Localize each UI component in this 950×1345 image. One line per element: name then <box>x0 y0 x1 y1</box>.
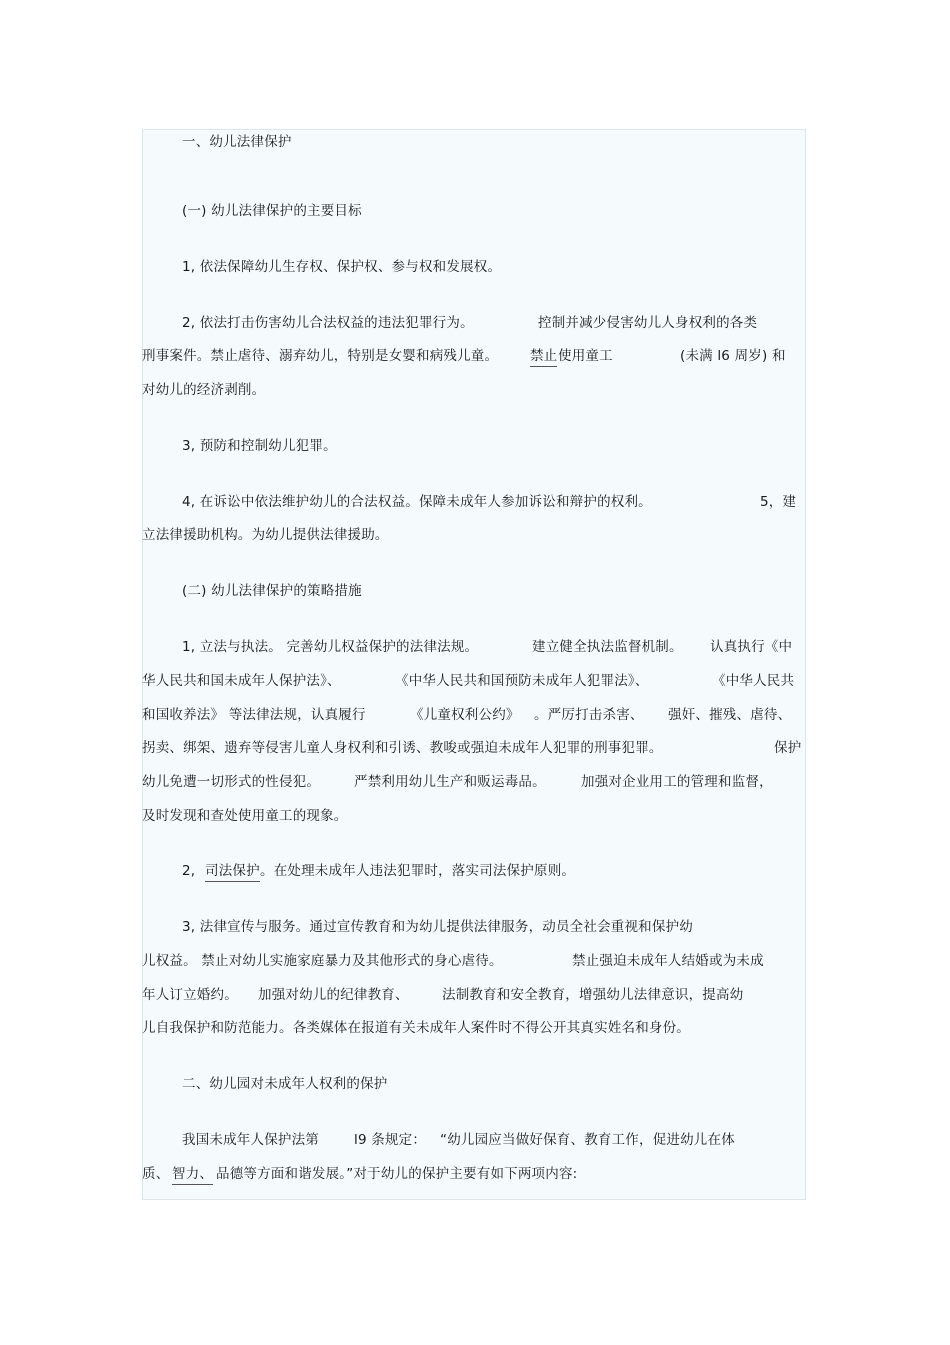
paragraph-line: 1, 依法保障幼儿生存权、保护权、参与权和发展权。 <box>182 259 502 275</box>
underlined-text: 禁止 <box>530 346 557 367</box>
paragraph-line: 3, 预防和控制幼儿犯罪。 <box>182 438 337 454</box>
paragraph-line: l9 条规定： <box>354 1132 427 1148</box>
paragraph-line: “幼儿园应当做好保育、教育工作，促进幼儿在体 <box>440 1132 735 1148</box>
paragraph-line: 《中华人民共 <box>712 673 795 689</box>
paragraph-line: 4, 在诉讼中依法维护幼儿的合法权益。保障未成年人参加诉讼和辩护的权利。 <box>182 494 652 510</box>
paragraph-line: 《儿童权利公约》 <box>410 707 520 723</box>
paragraph-line: 严禁利用幼儿生产和贩运毒品。 <box>354 774 546 790</box>
paragraph-line: 法制教育和安全教育，增强幼儿法律意识，提高幼 <box>442 987 744 1003</box>
paragraph-line: 品德等方面和谐发展。”对于幼儿的保护主要有如下两项内容: <box>216 1166 578 1182</box>
paragraph-line: 5，建 <box>760 494 797 510</box>
paragraph-line: 儿自我保护和防范能力。各类媒体在报道有关未成年人案件时不得公开其真实姓名和身份。 <box>142 1020 690 1036</box>
paragraph-line: 。在处理未成年人违法犯罪时，落实司法保护原则。 <box>260 863 576 879</box>
paragraph-line: 刑事案件。禁止虐待、溺弃幼儿，特别是女婴和病残儿童。 <box>142 348 499 364</box>
section-heading-2: 二、幼儿园对未成年人权利的保护 <box>182 1076 388 1092</box>
paragraph-line: 《中华人民共和国预防未成年人犯罪法》、 <box>395 673 649 689</box>
subsection-heading-1: (一) 幼儿法律保护的主要目标 <box>182 203 362 219</box>
paragraph-line: 及时发现和查处使用童工的现象。 <box>142 808 348 824</box>
paragraph-line: 拐卖、绑架、遗弃等侵害儿童人身权利和引诱、教唆或强迫未成年人犯罪的刑事犯罪。 <box>142 740 663 756</box>
paragraph-line: 认真执行《中 <box>710 639 793 655</box>
paragraph-line: 3, 法律宣传与服务。通过宣传教育和为幼儿提供法律服务，动员全社会重视和保护幼 <box>182 919 693 935</box>
paragraph-line: 加强对幼儿的纪律教育、 <box>258 987 409 1003</box>
paragraph-line: 控制并减少侵害幼儿人身权利的各类 <box>538 315 758 331</box>
paragraph-line: 强奸、摧残、虐待、 <box>668 707 792 723</box>
paragraph-line: 加强对企业用工的管理和监督， <box>581 774 773 790</box>
subsection-heading-2: (二) 幼儿法律保护的策略措施 <box>182 583 362 599</box>
paragraph-line: (未满 l6 周岁) 和 <box>680 348 786 364</box>
paragraph-line: 禁止强迫未成年人结婚或为未成 <box>572 953 764 969</box>
section-heading-1: 一、幼儿法律保护 <box>182 134 292 150</box>
paragraph-line: 幼儿免遭一切形式的性侵犯。 <box>142 774 321 790</box>
paragraph-line: 华人民共和国未成年人保护法》、 <box>142 673 341 689</box>
paragraph-line: 儿权益。 禁止对幼儿实施家庭暴力及其他形式的身心虐待。 <box>142 953 503 969</box>
underlined-text: 司法保护 <box>205 861 260 882</box>
paragraph-line: 对幼儿的经济剥削。 <box>142 382 266 398</box>
paragraph-line: 建立健全执法监督机制。 <box>532 639 683 655</box>
paragraph-line: 和国收养法》 等法律法规，认真履行 <box>142 707 366 723</box>
paragraph-line: 我国未成年人保护法第 <box>182 1132 319 1148</box>
paragraph-line: 2, <box>182 863 196 879</box>
paragraph-line: 质、 <box>142 1166 170 1182</box>
paragraph-line: 2, 依法打击伤害幼儿合法权益的违法犯罪行为。 <box>182 315 474 331</box>
content-area <box>142 129 806 1200</box>
paragraph-line: 立法律援助机构。为幼儿提供法律援助。 <box>142 527 389 543</box>
paragraph-line: 。严厉打击杀害、 <box>534 707 644 723</box>
paragraph-line: 年人订立婚约。 <box>142 987 238 1003</box>
paragraph-line: 保护 <box>774 740 802 756</box>
paragraph-line: 使用童工 <box>558 348 613 364</box>
paragraph-line: 1, 立法与执法。 完善幼儿权益保护的法律法规。 <box>182 639 479 655</box>
underlined-text: 智力、 <box>172 1164 213 1185</box>
